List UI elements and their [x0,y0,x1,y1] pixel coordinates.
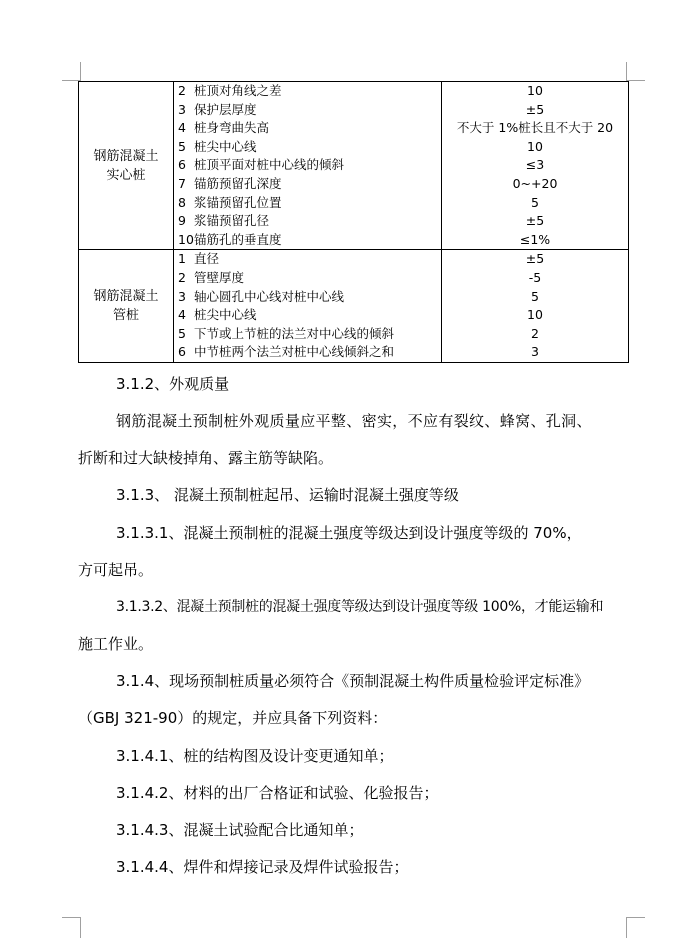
tolerance-table [78,81,629,363]
row-item: 桩顶对角线之差 [194,83,282,98]
section-heading: 3.1.2、外观质量 [116,375,230,393]
crop-mark-top-left [62,62,81,81]
row-item: 下节或上节桩的法兰对中心线的倾斜 [194,325,395,341]
table-row [174,343,441,362]
row-number: 4 [178,120,186,136]
row-value: 5 [531,288,539,304]
row-item: 中节桩两个法兰对桩中心线倾斜之和 [194,344,395,360]
row-value: 5 [531,194,539,210]
body-paragraph: 钢筋混凝土预制桩外观质量应平整、密实，不应有裂纹、蜂窝、孔洞、 [116,412,592,430]
row-value: 0~+20 [512,175,558,191]
body-paragraph: 折断和过大缺棱掉角、露主筋等缺陷。 [78,449,334,467]
row-number: 3 [178,101,186,117]
item-cell [174,250,442,363]
row-number: 4 [178,307,186,323]
item-cell [174,82,442,250]
body-paragraph: 3.1.4、现场预制桩质量必须符合《预制混凝土构件质量检验评定标准》 [116,672,590,690]
row-value: 不大于 1%桩长且不大于 20 [456,120,614,136]
list-item: 3.1.4.3、混凝土试验配合比通知单； [116,821,364,839]
row-item: 桩顶平面对桩中心线的倾斜 [194,157,345,173]
row-item: 桩尖中心线 [194,138,257,154]
row-value: 10 [527,138,543,154]
row-number: 5 [178,138,186,154]
table-row [174,288,441,307]
row-item: 浆锚预留孔径 [194,213,270,229]
crop-mark-bottom-right [626,917,645,938]
body-paragraph: 3.1.3.1、混凝土预制桩的混凝土强度等级达到设计强度等级的 70%， [116,524,582,542]
group-name-line: 实心桩 [106,167,146,183]
table-group-pipe-pile [79,250,629,363]
row-value: ±5 [525,251,545,267]
row-value: ±5 [525,213,545,229]
row-item: 浆锚预留孔位置 [194,194,282,210]
table-row [174,325,441,344]
table-row [174,119,441,138]
table-row [174,306,441,325]
table-row [174,269,441,288]
row-value: 2 [531,325,539,341]
group-name-line: 管桩 [112,308,139,324]
row-number: 3 [178,288,186,304]
row-item: 直径 [194,251,220,267]
body-paragraph: （GBJ 321-90）的规定，并应具备下列资料： [78,709,388,727]
row-item: 锚筋孔的垂直度 [194,231,282,247]
table-group-solid-pile [79,82,629,250]
row-item: 桩尖中心线 [194,307,257,323]
row-value: 10 [527,307,543,323]
row-value: -5 [528,269,542,285]
list-item: 3.1.4.1、桩的结构图及设计变更通知单； [116,747,394,765]
row-value: 10 [527,83,543,98]
row-number: 6 [178,157,186,173]
group-name-cell [79,250,174,363]
body-paragraph: 方可起吊。 [78,561,154,579]
table-row [174,250,441,269]
row-item: 管壁厚度 [194,269,245,285]
row-number: 8 [178,194,186,210]
row-item: 轴心圆孔中心线对桩中心线 [194,288,345,304]
value-cell [442,82,629,250]
value-cell [442,250,629,363]
row-number: 2 [178,83,186,98]
row-number: 7 [178,175,186,191]
row-value: ≤3 [525,157,545,173]
body-paragraph: 3.1.3.2、混凝土预制桩的混凝土强度等级达到设计强度等级 100%，才能运输和 [116,599,604,615]
group-name-line: 钢筋混凝土 [93,148,159,164]
section-heading: 3.1.3、 混凝土预制桩起吊、运输时混凝土强度等级 [116,486,459,504]
table-row [174,101,441,120]
table-row [174,82,441,101]
table-row [174,194,441,213]
row-number: 9 [178,213,186,229]
table-row [174,156,441,175]
crop-mark-bottom-left [62,917,81,938]
row-item: 保护层厚度 [194,101,257,117]
group-name-cell [79,82,174,250]
row-number: 10 [178,231,194,247]
table-row [174,175,441,194]
list-item: 3.1.4.2、材料的出厂合格证和试验、化验报告； [116,784,439,802]
row-value: ≤1% [519,231,551,247]
group-name-line: 钢筋混凝土 [93,289,159,305]
body-paragraph: 施工作业。 [78,635,154,653]
table-row [174,231,441,250]
row-number: 5 [178,325,186,341]
row-value: ±5 [525,101,545,117]
crop-mark-top-right [626,62,645,81]
row-value: 3 [531,344,539,360]
row-number: 1 [178,251,186,267]
list-item: 3.1.4.4、焊件和焊接记录及焊件试验报告； [116,858,409,876]
row-number: 2 [178,269,186,285]
row-item: 锚筋预留孔深度 [194,175,282,191]
row-item: 桩身弯曲失高 [194,120,270,136]
table-row [174,138,441,157]
row-number: 6 [178,344,186,360]
table-row [174,212,441,231]
